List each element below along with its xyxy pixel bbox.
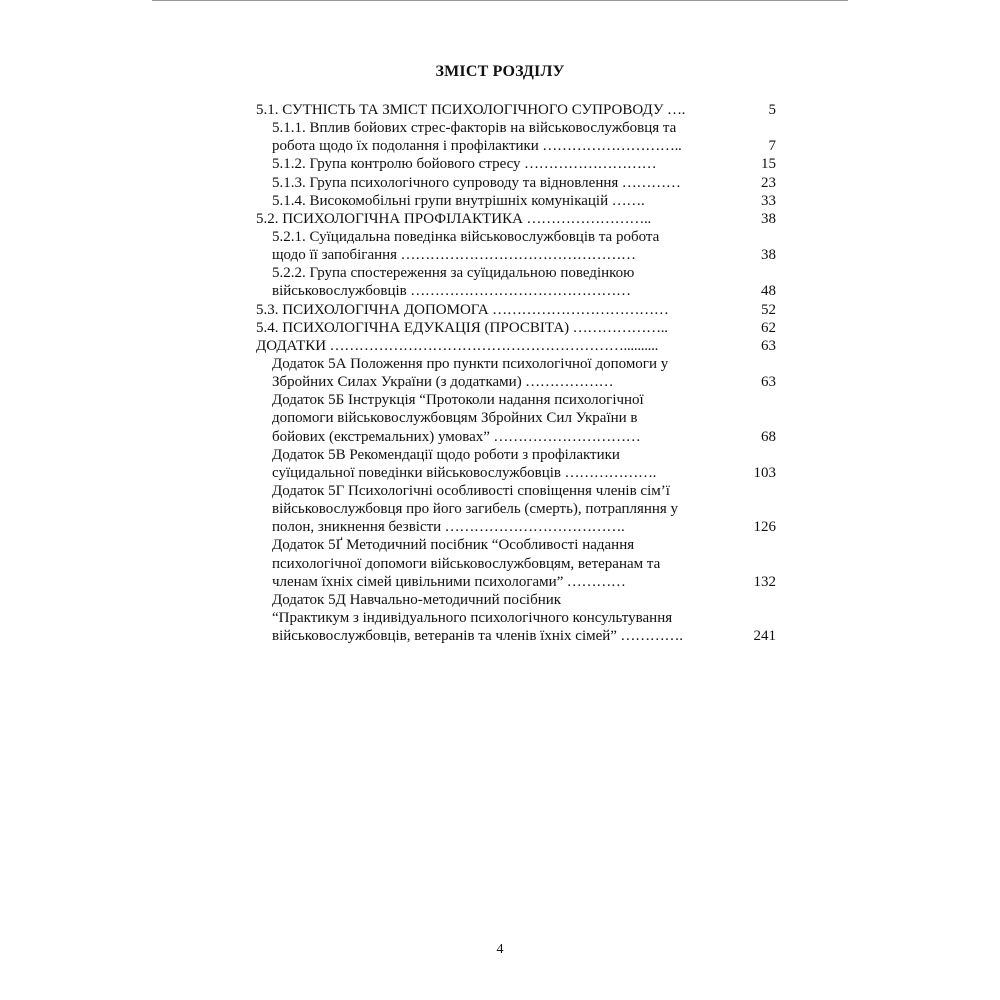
- dot-leader: …….: [608, 192, 645, 209]
- toc-entry-text: щодо її запобігання: [272, 247, 398, 264]
- dot-leader: ….: [663, 102, 686, 118]
- toc-entry: [256, 337, 776, 355]
- toc-entry-line: [272, 264, 776, 282]
- toc-entry-line: [256, 319, 776, 337]
- toc-entry-line: [256, 210, 776, 228]
- toc-entry-text: психологічної допомоги військовослужбовцям, ветеранам та: [272, 555, 661, 572]
- toc-page-number: 63: [761, 374, 776, 391]
- toc-entry: [256, 174, 776, 192]
- toc-entry-line: [272, 246, 776, 264]
- toc-entry: [256, 101, 776, 119]
- dot-leader: ………………………..: [538, 138, 682, 155]
- toc-page-number: 7: [768, 138, 776, 155]
- toc-page-number: 38: [761, 210, 776, 227]
- toc-entry-text: Збройних Силах України (з додатками): [272, 374, 522, 391]
- toc-entry: [256, 210, 776, 228]
- toc-page-number: 48: [761, 283, 776, 300]
- toc-entry-line: [272, 282, 776, 300]
- toc-entry-text: 5.1.1. Вплив бойових стрес-факторів на військовослужбовця та: [272, 120, 677, 137]
- toc-entry: [256, 446, 776, 482]
- toc-page-number: 68: [761, 428, 776, 445]
- toc-page-number: 126: [753, 519, 776, 536]
- toc-entry-line: [272, 428, 776, 446]
- toc-entry-text: 5.3. ПСИХОЛОГІЧНА ДОПОМОГА: [256, 301, 489, 318]
- toc-entry-line: [272, 500, 776, 518]
- toc-entry: [256, 119, 776, 155]
- page-number: 4: [496, 942, 504, 957]
- toc-page-number: 241: [753, 628, 776, 645]
- toc-entry-text: 5.2.1. Суїцидальна поведінка військовослужбовців та робота: [272, 228, 660, 245]
- toc-entry-text: Додаток 5Д Навчально-методичний посібник: [272, 591, 562, 608]
- toc-entry-text: 5.1. СУТНІСТЬ ТА ЗМІСТ ПСИХОЛОГІЧНОГО СУПРОВОДУ: [256, 102, 664, 118]
- toc-page-number: 52: [761, 301, 776, 318]
- dot-leader: ………………: [521, 374, 614, 391]
- dot-leader: ………………………: [520, 156, 657, 173]
- toc-entry-line: [272, 536, 776, 554]
- toc-entry-text: Додаток 5В Рекомендації щодо роботи з профілактики: [272, 446, 620, 463]
- toc-entry-line: [272, 228, 776, 246]
- toc-entry: [256, 355, 776, 391]
- toc-entry-text: Додаток 5Г Психологічні особливості сповіщення членів сім’ї: [272, 482, 670, 499]
- toc-entry-text: суїцидальної поведінки військовослужбовців: [272, 464, 562, 481]
- toc-page-number: 5: [768, 102, 776, 118]
- toc-page-number: 62: [761, 319, 776, 336]
- toc-entry-text: допомоги військовослужбовцям Збройних Сил України в: [272, 410, 638, 427]
- dot-leader: ………………………………: [488, 301, 669, 318]
- toc-entry: [256, 301, 776, 319]
- toc-entry-text: 5.1.3. Група психологічного супроводу та відновлення: [272, 174, 619, 191]
- toc-entry-text: Додаток 5А Положення про пункти психологічної допомоги у: [272, 355, 669, 372]
- toc-page-number: 132: [753, 573, 776, 590]
- toc-entry-text: 5.4. ПСИХОЛОГІЧНА ЕДУКАЦІЯ (ПРОСВІТА): [256, 319, 570, 336]
- toc-entry-line: [272, 373, 776, 391]
- toc-entry: [256, 155, 776, 173]
- toc-entry-line: [256, 301, 776, 319]
- toc-entry: [256, 482, 776, 536]
- dot-leader: ……………….: [561, 464, 657, 481]
- dot-leader: …………………………: [489, 428, 641, 445]
- toc-entry-line: [272, 137, 776, 155]
- toc-entry-line: [272, 518, 776, 536]
- toc-entry-line: [272, 409, 776, 427]
- toc-entry-text: 5.1.2. Група контролю бойового стресу: [272, 156, 521, 173]
- toc-entry-text: військовослужбовців, ветеранів та членів їхніх сімей”: [272, 628, 617, 645]
- toc-entry-text: військовослужбовців: [272, 283, 407, 300]
- toc-entry-line: [256, 337, 776, 355]
- toc-entry-text: “Практикум з індивідуального психологічного консультування: [272, 609, 673, 626]
- toc-entry-line: [272, 555, 776, 573]
- toc-entry-text: бойових (екстремальних) умовах”: [272, 428, 490, 445]
- toc-entry-line: [272, 573, 776, 591]
- dot-leader: ………………..: [569, 319, 668, 336]
- toc-page-number: 33: [761, 192, 776, 209]
- top-rule: [152, 0, 848, 1]
- toc-entry-text: ДОДАТКИ: [256, 337, 327, 354]
- table-of-contents: [256, 101, 776, 645]
- dot-leader: …………: [618, 174, 681, 191]
- toc-page-number: 38: [761, 247, 776, 264]
- toc-entry: [256, 591, 776, 645]
- dot-leader: ……………………………….: [441, 519, 625, 536]
- toc-entry: [256, 536, 776, 590]
- dot-leader: ……………………………………………………..........: [326, 337, 659, 354]
- toc-entry-text: членам їхніх сімей цивільними психологами”: [272, 573, 564, 590]
- toc-page-number: 63: [761, 337, 776, 354]
- toc-page-number: 15: [761, 156, 776, 173]
- toc-entry-line: [272, 464, 776, 482]
- toc-entry-line: [272, 391, 776, 409]
- toc-entry-line: [272, 355, 776, 373]
- toc-page-number: 23: [761, 174, 776, 191]
- toc-entry-text: 5.2. ПСИХОЛОГІЧНА ПРОФІЛАКТИКА: [256, 210, 523, 227]
- page-title: ЗМІСТ РОЗДІЛУ: [435, 63, 565, 80]
- toc-entry-text: робота щодо їх подолання і профілактики: [272, 138, 539, 155]
- toc-entry-line: [272, 174, 776, 192]
- toc-page-number: 103: [753, 464, 776, 481]
- toc-entry: [256, 319, 776, 337]
- dot-leader: ………………………………………: [406, 283, 631, 300]
- toc-entry-text: військовослужбовця про його загибель (смерть), потрапляння у: [272, 501, 679, 518]
- toc-entry-line: [272, 591, 776, 609]
- toc-entry-line: [272, 627, 776, 645]
- toc-entry-text: полон, зникнення безвісти: [272, 519, 442, 536]
- toc-entry: [256, 228, 776, 264]
- toc-entry: [256, 264, 776, 300]
- toc-entry-line: [256, 101, 776, 119]
- toc-entry-line: [272, 155, 776, 173]
- toc-entry-text: Додаток 5Ґ Методичний посібник “Особливості надання: [272, 537, 635, 554]
- toc-entry-line: [272, 482, 776, 500]
- toc-entry-text: 5.2.2. Група спостереження за суїцидальною поведінкою: [272, 265, 635, 282]
- toc-entry-line: [272, 446, 776, 464]
- toc-entry-line: [272, 119, 776, 137]
- toc-entry: [256, 192, 776, 210]
- toc-entry-line: [272, 192, 776, 210]
- dot-leader: ………….: [616, 628, 683, 645]
- dot-leader: …………: [563, 573, 626, 590]
- toc-entry-text: Додаток 5Б Інструкція “Протоколи надання психологічної: [272, 392, 644, 409]
- toc-entry-line: [272, 609, 776, 627]
- toc-entry-text: 5.1.4. Високомобільні групи внутрішніх комунікацій: [272, 192, 609, 209]
- dot-leader: …………………………………………: [397, 247, 636, 264]
- toc-entry: [256, 391, 776, 445]
- dot-leader: ……………………..: [522, 210, 651, 227]
